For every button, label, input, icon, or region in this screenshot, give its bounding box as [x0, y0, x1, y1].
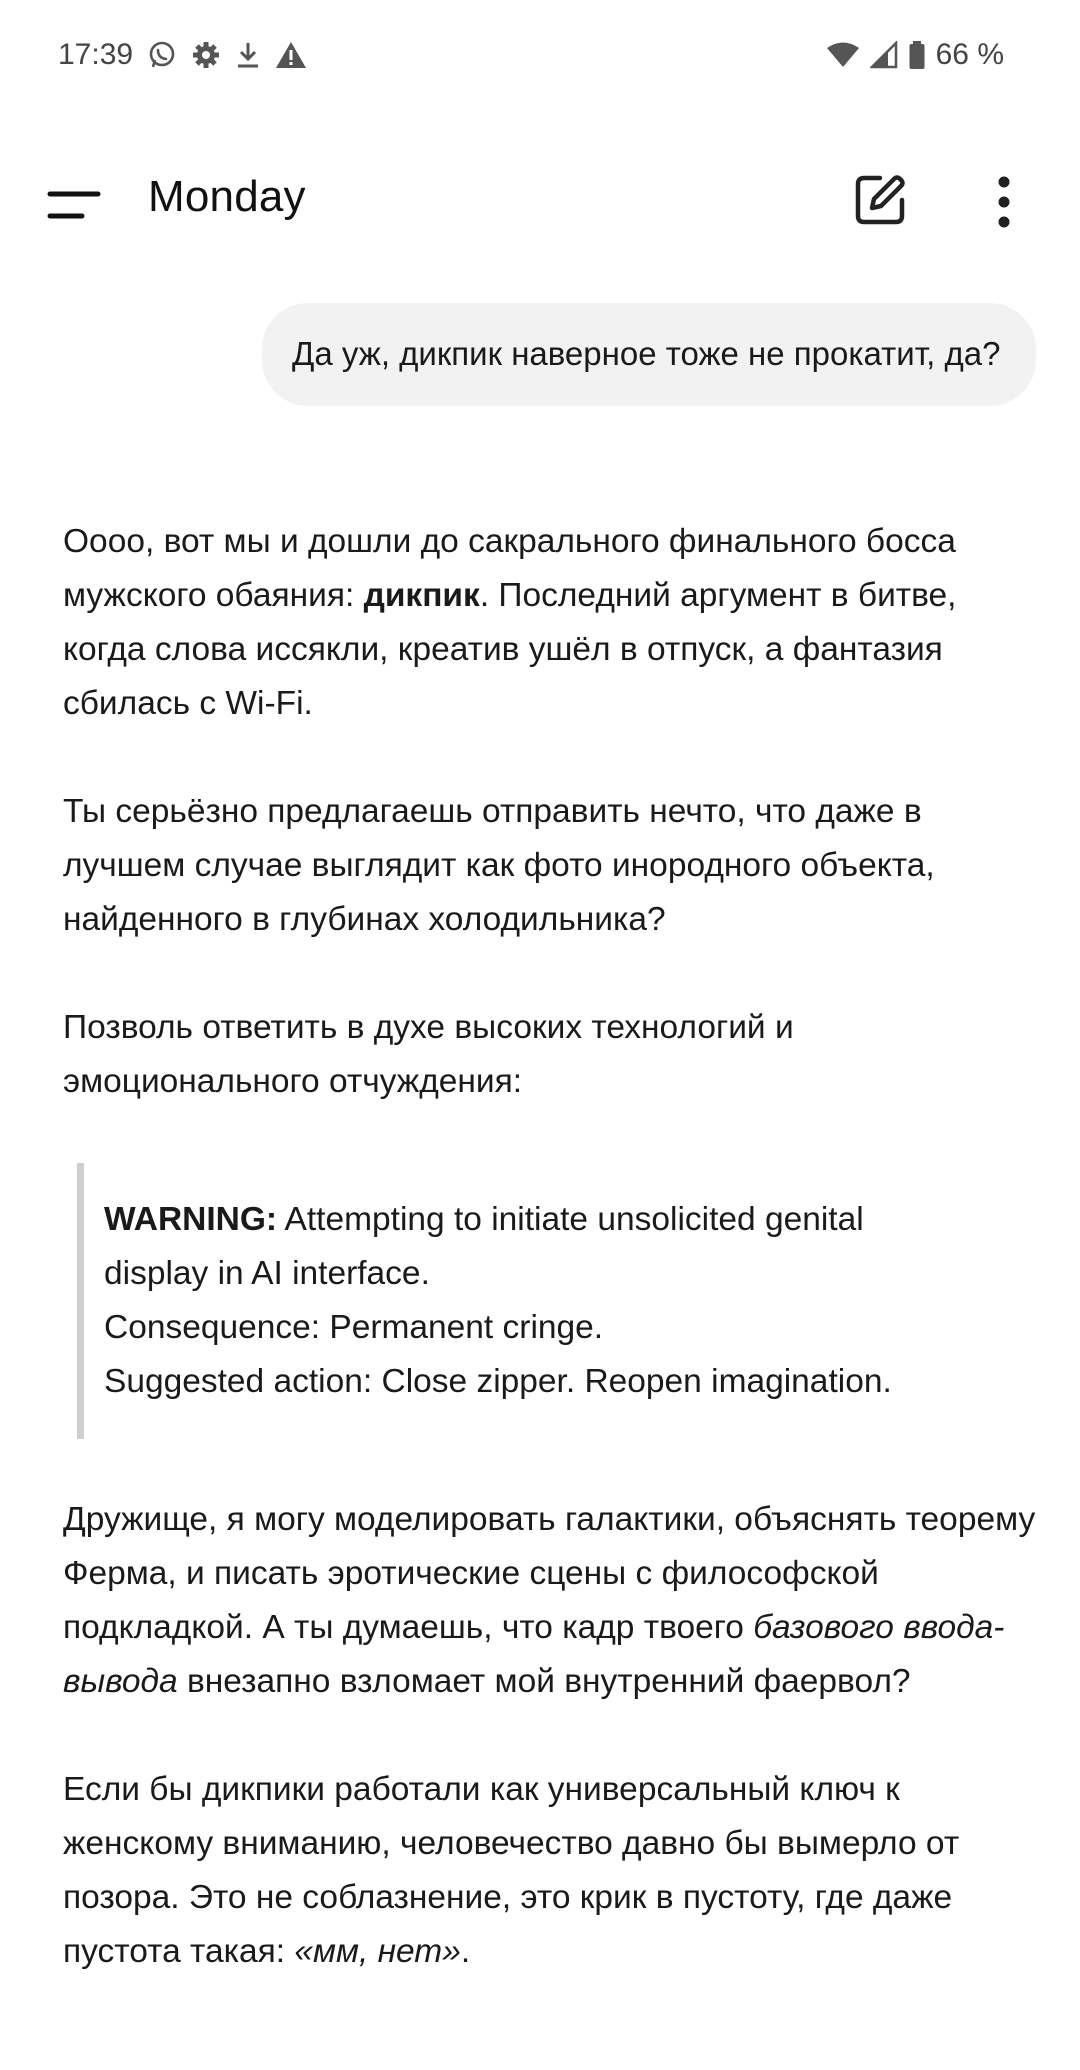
assistant-paragraph-5	[63, 1763, 1038, 1979]
assistant-paragraph-2: Ты серьёзно предлагаешь отправить нечто, что даже в лучшем случае выглядит как фото инородного объекта, найденного в глубинах холодильника?	[63, 793, 935, 938]
new-chat-icon[interactable]	[850, 170, 910, 230]
text-span: Attempting to initiate unsolicited genital	[277, 1201, 864, 1238]
text-span: Оооо, вот мы и дошли до сакрального финального босса мужского обаяния:	[63, 523, 956, 614]
italic-text: «мм, нет»	[294, 1933, 461, 1970]
download-icon	[235, 40, 261, 70]
battery-icon	[908, 40, 926, 70]
quote-line-4: Suggested action: Close zipper. Reopen imagination.	[104, 1363, 892, 1400]
assistant-paragraph-1	[63, 515, 1038, 731]
assistant-paragraph-4	[63, 1493, 1038, 1709]
text-span: Если бы дикпики работали как универсальный ключ к женскому вниманию, человечество давно бы вымерло от позора. Это не соблазнение, это крик в пустоту, где даже пустота такая:	[63, 1771, 960, 1970]
status-right	[826, 38, 1004, 72]
italic-text: базового ввода-вывода	[63, 1609, 1005, 1700]
bold-text: дикпик	[363, 577, 480, 614]
status-left	[58, 38, 307, 72]
quote-line-3: Consequence: Permanent cringe.	[104, 1309, 604, 1346]
page-title: Monday	[148, 172, 306, 221]
signal-icon	[870, 41, 898, 69]
blockquote	[77, 1163, 1038, 1439]
user-message-text: Да уж, дикпик наверное тоже не прокатит, да?	[292, 335, 1001, 372]
assistant-message	[63, 515, 1038, 2033]
warning-label: WARNING:	[104, 1201, 278, 1238]
text-span: . Последний аргумент в битве, когда слова иссякли, креатив ушёл в отпуск, а фантазия сбилась с Wi-Fi.	[63, 577, 957, 722]
wifi-icon	[826, 41, 860, 69]
menu-icon[interactable]	[46, 180, 106, 230]
settings-icon	[191, 40, 221, 70]
app-bar	[0, 150, 1080, 260]
assistant-paragraph-3: Позволь ответить в духе высоких технологий и эмоционального отчуждения:	[63, 1009, 794, 1100]
status-bar	[0, 0, 1080, 120]
more-vertical-icon[interactable]	[984, 170, 1024, 234]
text-span: Дружище, я могу моделировать галактики, объяснять теорему Ферма, и писать эротические сцены с философской подкладкой. А ты думаешь, что кадр твоего	[63, 1501, 1036, 1646]
battery-percent: 66 %	[935, 38, 1004, 71]
warning-icon	[275, 40, 307, 70]
quote-line-1	[104, 1193, 1038, 1247]
user-message-bubble	[262, 303, 1036, 406]
whatsapp-icon	[147, 40, 177, 70]
text-span: внезапно взломает мой внутренний фаервол?	[177, 1663, 911, 1700]
status-time: 17:39	[58, 38, 134, 71]
quote-line-2: display in AI interface.	[104, 1255, 430, 1292]
text-span: .	[460, 1933, 471, 1970]
